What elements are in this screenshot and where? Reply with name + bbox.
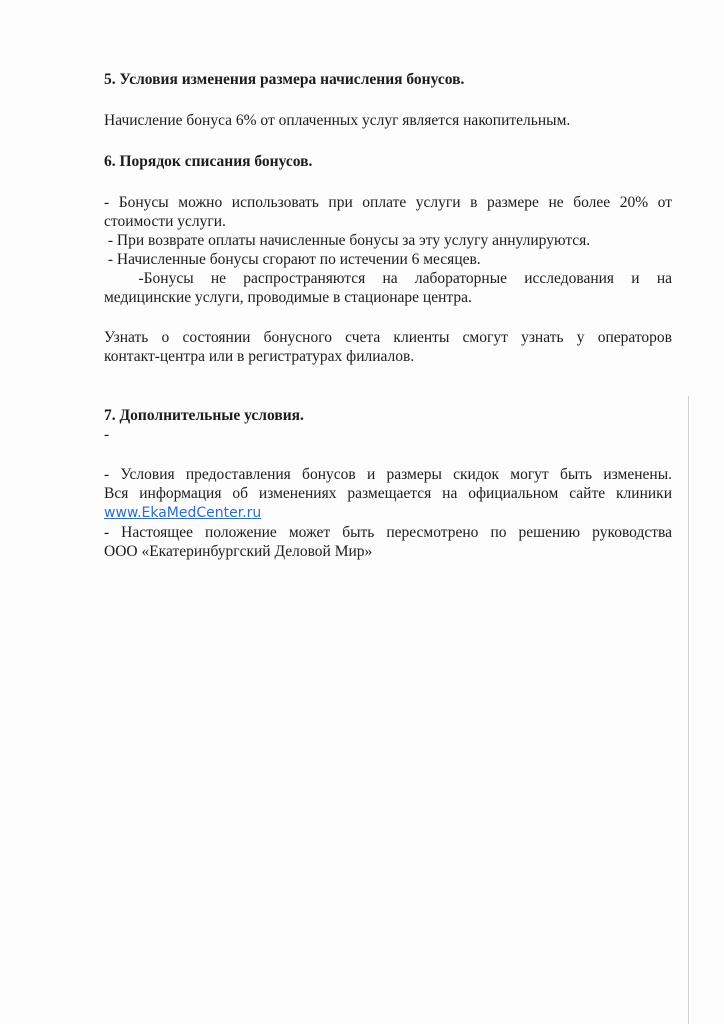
- document-body: [104, 70, 672, 561]
- section-7-item-2-line-2: ООО «Екатеринбургский Деловой Мир»: [104, 543, 373, 560]
- section-6-item-4-line-2: медицинские услуги, проводимые в стационаре центра.: [104, 289, 472, 306]
- clinic-website-link[interactable]: www.EkaMedCenter.ru: [104, 505, 262, 521]
- section-5-heading: 5. Условия изменения размера начисления бонусов.: [104, 71, 465, 88]
- section-7-dash: -: [104, 426, 110, 443]
- scan-edge-line: [688, 396, 689, 1024]
- section-5-text: Начисление бонуса 6% от оплаченных услуг является накопительным.: [104, 112, 571, 129]
- section-7-heading: 7. Дополнительные условия.: [104, 407, 304, 424]
- section-7-item-1-line-2: Вся информация об изменениях размещается на официальном сайте клиники: [104, 485, 672, 502]
- section-7-link-line: [104, 503, 672, 523]
- section-6-info-line-1: Узнать о состоянии бонусного счета клиенты смогут узнать у операторов: [104, 329, 672, 346]
- section-6-item-3: - Начисленные бонусы сгорают по истечении 6 месяцев.: [104, 251, 481, 268]
- section-7-item-1-line-1: - Условия предоставления бонусов и размеры скидок могут быть изменены.: [104, 466, 672, 483]
- section-6-info-line-2: контакт-центра или в регистратурах филиалов.: [104, 348, 415, 365]
- section-6-item-4-line-1: -Бонусы не распространяются на лабораторные исследования и на: [104, 270, 673, 287]
- section-6-item-2: - При возврате оплаты начисленные бонусы за эту услугу аннулируются.: [104, 232, 591, 249]
- section-7-item-2-line-1: - Настоящее положение может быть пересмотрено по решению руководства: [104, 524, 672, 541]
- section-6-item-1-line-2: стоимости услуги.: [104, 213, 226, 230]
- section-6-heading: 6. Порядок списания бонусов.: [104, 153, 313, 170]
- section-6-item-1-line-1: - Бонусы можно использовать при оплате услуги в размере не более 20% от: [104, 194, 672, 211]
